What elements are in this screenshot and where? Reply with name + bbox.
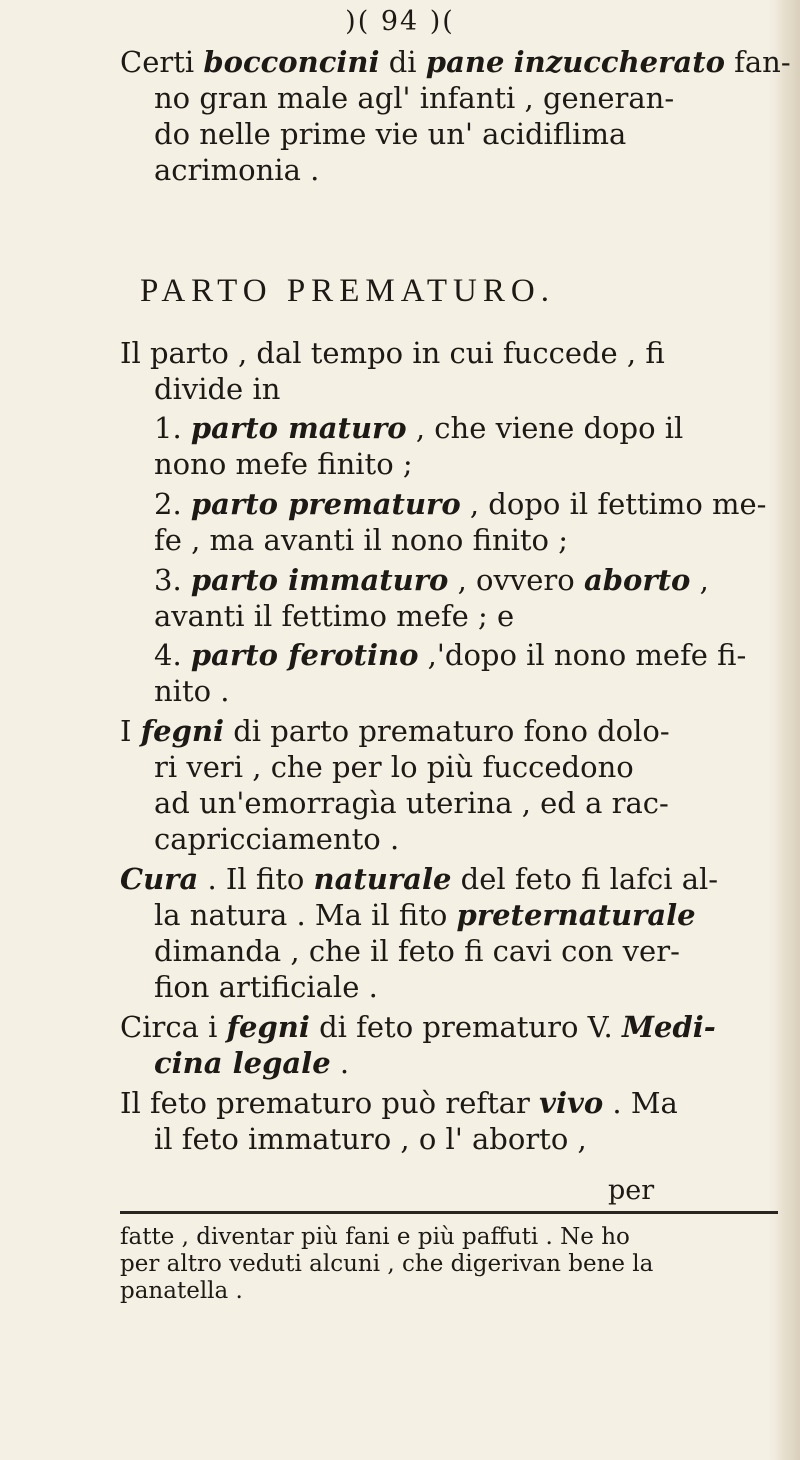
text-line: capricciamento .: [154, 822, 400, 856]
text-run: 1.: [154, 411, 191, 445]
list-item: [154, 637, 746, 673]
list-item: [154, 562, 709, 598]
text-run: . Ma: [603, 1086, 678, 1120]
footnote-line: panatella .: [120, 1278, 243, 1304]
text-run: Certi: [120, 45, 204, 79]
text-run: ,: [690, 563, 709, 597]
text-line: Il parto , dal tempo in cui fuccede , fi: [120, 336, 665, 370]
footnote-line: per altro veduti alcuni , che digerivan bene la: [120, 1251, 654, 1277]
italic-run: preternaturale: [456, 898, 696, 932]
text-line: [120, 1085, 678, 1121]
text-run: , ovvero: [448, 563, 584, 597]
catchword: per: [608, 1175, 655, 1206]
italic-run: pane: [425, 45, 505, 79]
text-line: il feto immaturo , o l' aborto ,: [154, 1122, 587, 1156]
text-line: dimanda , che il feto fi cavi con ver-: [154, 934, 680, 968]
italic-run: parto maturo: [190, 411, 407, 445]
italic-run: bocconcini: [203, 45, 380, 79]
text-run: 4.: [154, 638, 191, 672]
italic-run: parto immaturo: [190, 563, 449, 597]
text-line: acrimonia .: [154, 153, 320, 187]
italic-run: fegni: [140, 714, 224, 748]
text-line: [120, 861, 718, 897]
section-title: PARTO PREMATURO.: [140, 273, 555, 309]
text-run: , dopo il fettimo me-: [460, 487, 767, 521]
italic-run: parto ferotino: [190, 638, 419, 672]
italic-run: inzuccherato: [513, 45, 725, 79]
text-run: di feto prematuro V.: [309, 1010, 622, 1044]
italic-run: vivo: [539, 1086, 604, 1120]
text-line: no gran male agl' infanti , generan-: [154, 81, 675, 115]
text-line: ri veri , che per lo più fuccedono: [154, 750, 634, 784]
text-line: [154, 1045, 349, 1081]
text-line: [120, 1009, 716, 1045]
text-run: .: [330, 1046, 350, 1080]
text-line: ad un'emorragìa uterina , ed a rac-: [154, 786, 669, 820]
text-run: ,'dopo il nono mefe fi-: [418, 638, 747, 672]
text-line: [154, 897, 696, 933]
italic-run: parto prematuro: [190, 487, 461, 521]
text-line: nono mefe finito ;: [154, 447, 413, 481]
text-line: [120, 713, 670, 749]
text-run: Circa i: [120, 1010, 227, 1044]
text-run: [504, 45, 513, 79]
text-run: I: [120, 714, 141, 748]
italic-run: fegni: [226, 1010, 310, 1044]
italic-run: naturale: [313, 862, 452, 896]
text-run: , che viene dopo il: [406, 411, 684, 445]
text-line: nito .: [154, 674, 230, 708]
text-line: do nelle prime vie un' acidiflima: [154, 117, 627, 151]
text-run: 3.: [154, 563, 191, 597]
italic-run: Cura: [120, 862, 199, 896]
footnote-rule: [120, 1211, 778, 1214]
page-header: )( 94 )(: [345, 6, 455, 37]
list-item: [154, 486, 766, 522]
text-run: 2.: [154, 487, 191, 521]
text-run: . Il fito: [198, 862, 314, 896]
text-run: di parto prematuro fono dolo-: [224, 714, 670, 748]
text-run: di: [379, 45, 426, 79]
text-run: Il feto prematuro può reftar: [120, 1086, 540, 1120]
footnote-line: fatte , diventar più fani e più paffuti . Ne ho: [120, 1224, 630, 1250]
page-edge: [778, 0, 800, 1460]
list-item: [154, 410, 683, 446]
text-run: fan-: [724, 45, 791, 79]
text-line: [120, 44, 791, 80]
italic-run: cina legale: [154, 1046, 331, 1080]
text-line: divide in: [154, 372, 281, 406]
text-line: fe , ma avanti il nono finito ;: [154, 523, 569, 557]
text-run: del feto fi lafci al-: [451, 862, 719, 896]
italic-run: aborto: [583, 563, 691, 597]
text-line: avanti il fettimo mefe ; e: [154, 599, 515, 633]
text-run: la natura . Ma il fito: [154, 898, 457, 932]
text-line: fion artificiale .: [154, 970, 378, 1004]
italic-run: Medi-: [621, 1010, 716, 1044]
